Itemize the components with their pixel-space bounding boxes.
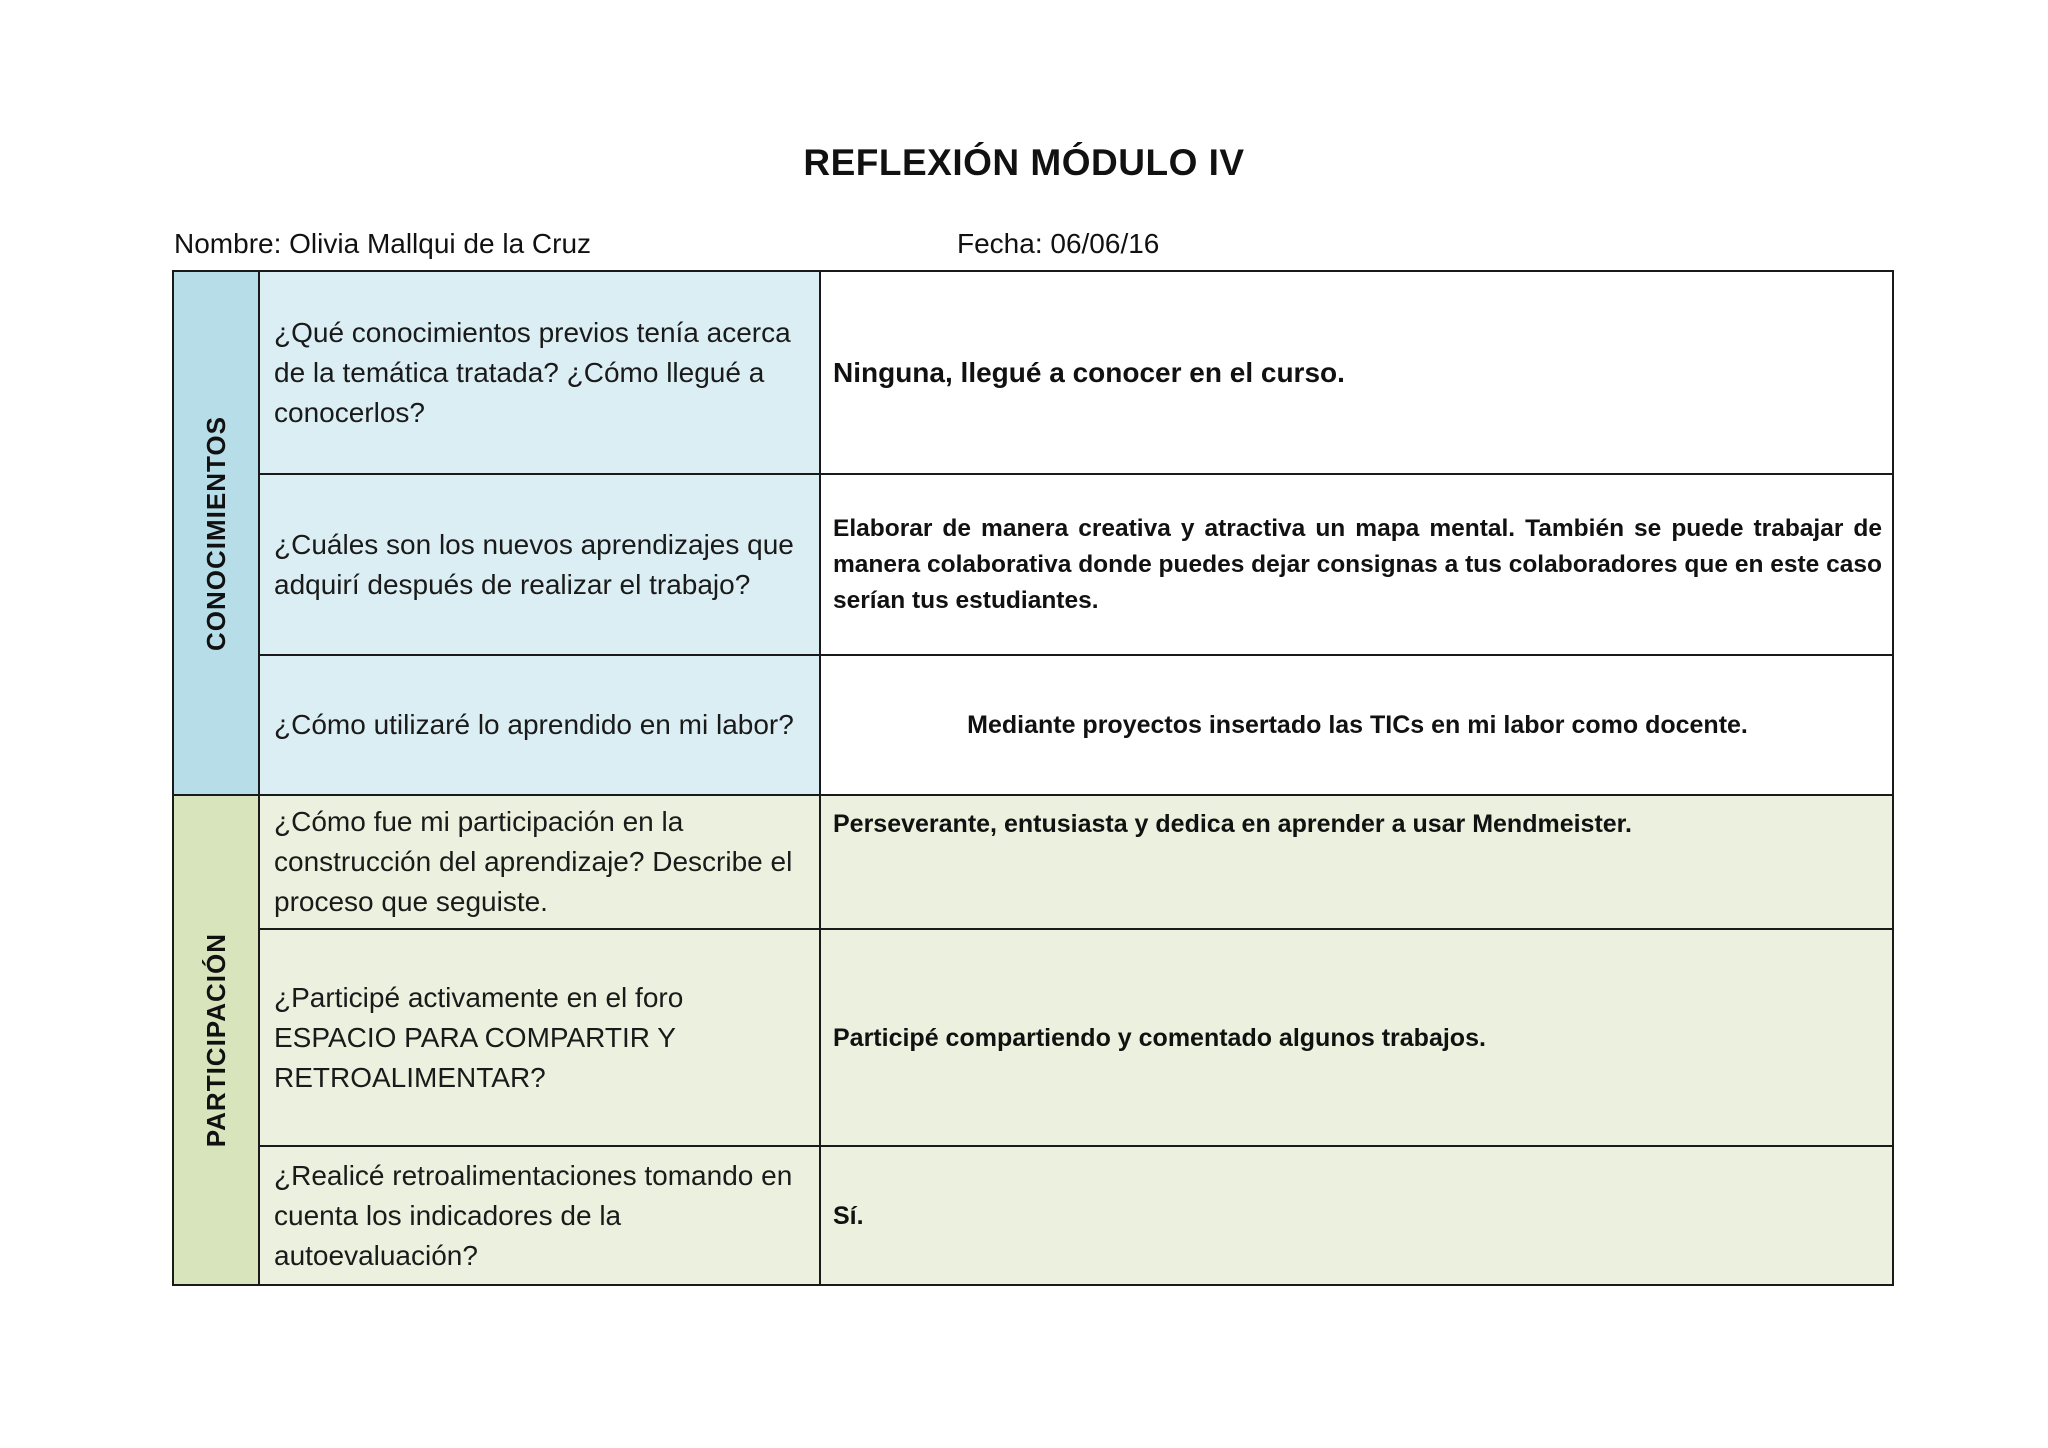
reflection-table — [172, 270, 1894, 1286]
answer-cell: Mediante proyectos insertado las TICs en mi labor como docente. — [820, 655, 1893, 795]
question-cell: ¿Cómo fue mi participación en la construcción del aprendizaje? Describe el proceso que seguiste. — [259, 795, 820, 929]
table-row — [173, 655, 1893, 795]
section-header-participacion — [173, 795, 259, 1285]
question-cell: ¿Realicé retroalimentaciones tomando en cuenta los indicadores de la autoevaluación? — [259, 1146, 820, 1285]
table-row — [173, 929, 1893, 1146]
table-row — [173, 1146, 1893, 1285]
table-row — [173, 795, 1893, 929]
student-name: Nombre: Olivia Mallqui de la Cruz — [174, 228, 592, 259]
answer-cell: Sí. — [820, 1146, 1893, 1285]
section-label: CONOCIMIENTOS — [200, 415, 231, 651]
answer-cell: Elaborar de manera creativa y atractiva un mapa mental. También se puede trabajar de manera colaborativa donde puedes dejar consignas a tus colaboradores que en este caso serían tus estudiantes. — [820, 474, 1893, 655]
document-title: REFLEXIÓN MÓDULO IV — [803, 142, 1245, 183]
question-cell: ¿Cuáles son los nuevos aprendizajes que adquirí después de realizar el trabajo? — [259, 474, 820, 655]
section-header-conocimientos — [173, 271, 259, 795]
question-cell: ¿Cómo utilizaré lo aprendido en mi labor? — [259, 655, 820, 795]
answer-cell: Participé compartiendo y comentado algunos trabajos. — [820, 929, 1893, 1146]
answer-cell: Perseverante, entusiasta y dedica en aprender a usar Mendmeister. — [820, 795, 1893, 929]
question-cell: ¿Qué conocimientos previos tenía acerca de la temática tratada? ¿Cómo llegué a conocerlos? — [259, 271, 820, 474]
question-cell: ¿Participé activamente en el foro ESPACIO PARA COMPARTIR Y RETROALIMENTAR? — [259, 929, 820, 1146]
table-row — [173, 271, 1893, 474]
date-field: Fecha: 06/06/16 — [957, 228, 1160, 259]
table-row — [173, 474, 1893, 655]
answer-cell: Ninguna, llegué a conocer en el curso. — [820, 271, 1893, 474]
section-label: PARTICIPACIÓN — [200, 932, 231, 1148]
